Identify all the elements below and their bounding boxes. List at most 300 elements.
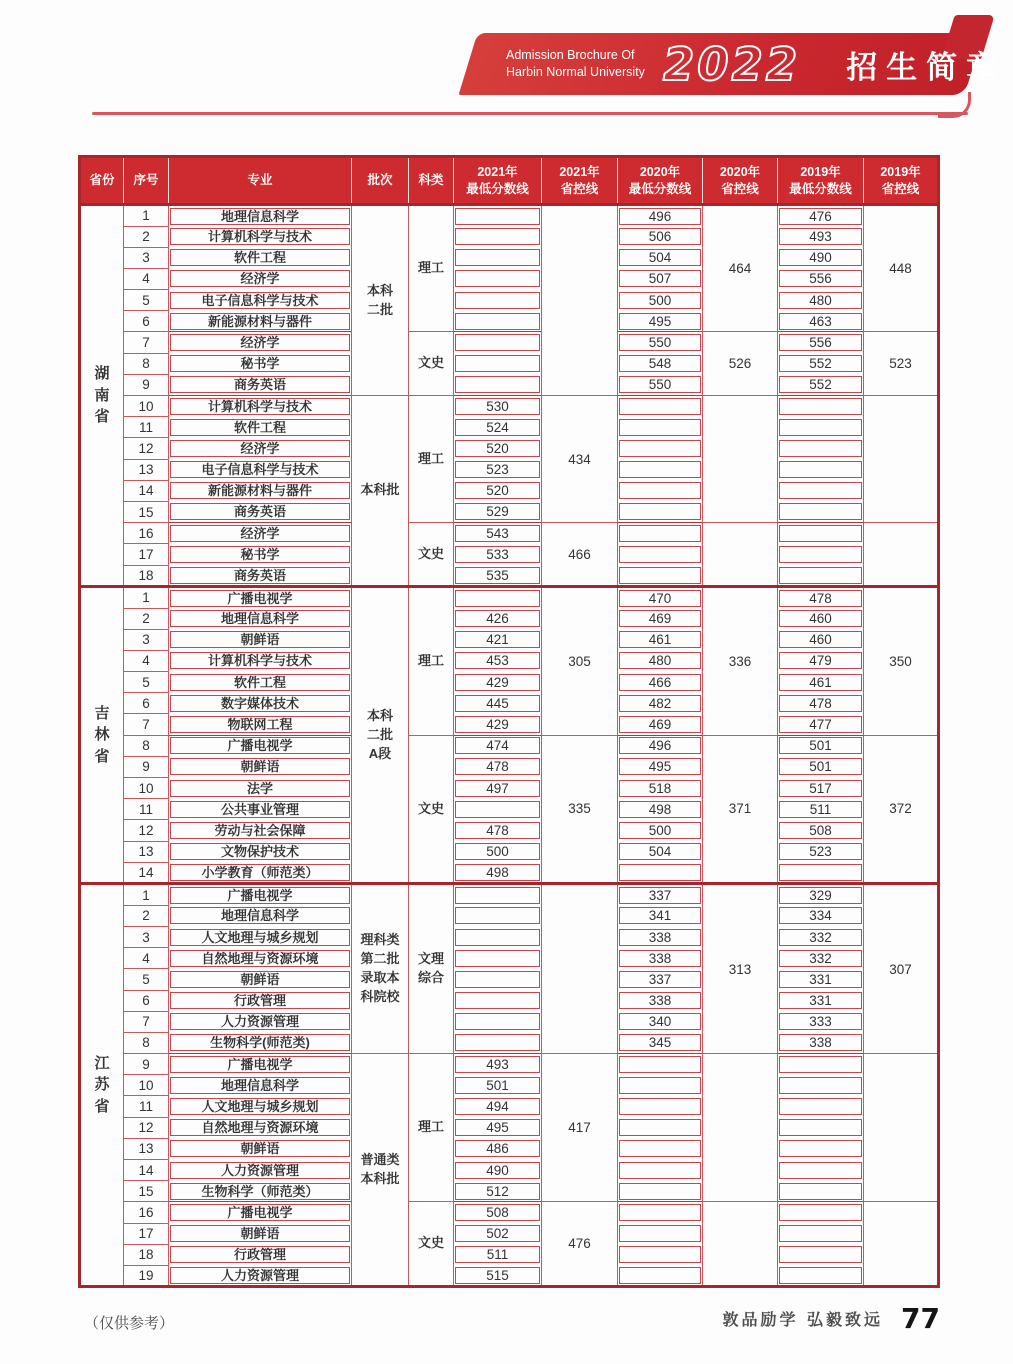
cell-min-2019 <box>778 501 864 522</box>
score-box <box>619 1119 701 1136</box>
score-box: 501 <box>455 1077 540 1094</box>
cell-min-2019 <box>778 884 864 906</box>
cell-major <box>169 1160 352 1181</box>
major-box: 自然地理与资源环境 <box>170 1119 350 1136</box>
province-section <box>80 884 939 1287</box>
table-row <box>80 714 939 735</box>
cell-min-2021 <box>454 862 542 884</box>
score-box <box>619 482 701 499</box>
cell-min-2020 <box>618 884 703 906</box>
cell-provline-2019: 372 <box>864 735 939 884</box>
cell-min-2019 <box>778 1223 864 1244</box>
cell-row-number: 1 <box>124 587 169 609</box>
cell-min-2020 <box>618 290 703 311</box>
cell-row-number: 9 <box>124 1054 169 1075</box>
cell-provline-2021 <box>542 884 618 1054</box>
cell-min-2019 <box>778 735 864 756</box>
score-box: 501 <box>779 758 862 775</box>
cell-major <box>169 501 352 522</box>
cell-min-2021 <box>454 268 542 289</box>
cell-major <box>169 608 352 629</box>
score-box <box>455 801 540 818</box>
cell-major <box>169 693 352 714</box>
score-box: 329 <box>779 887 862 904</box>
table-row <box>80 1032 939 1053</box>
cell-min-2019 <box>778 1181 864 1202</box>
cell-major <box>169 714 352 735</box>
cell-min-2019 <box>778 480 864 501</box>
cell-min-2019 <box>778 1096 864 1117</box>
cell-min-2020 <box>618 311 703 332</box>
major-box: 软件工程 <box>170 674 350 691</box>
cell-major <box>169 1202 352 1223</box>
score-box: 548 <box>619 355 701 372</box>
major-box: 文物保护技术 <box>170 843 350 860</box>
cell-min-2020 <box>618 332 703 353</box>
table-row <box>80 841 939 862</box>
score-box <box>455 992 540 1009</box>
cell-row-number: 8 <box>124 1032 169 1053</box>
score-box: 461 <box>779 674 862 691</box>
cell-min-2021 <box>454 1160 542 1181</box>
cell-min-2021 <box>454 1138 542 1159</box>
score-box: 421 <box>455 631 540 648</box>
cell-provline-2019 <box>864 396 939 523</box>
score-box: 500 <box>619 822 701 839</box>
table-row <box>80 969 939 990</box>
cell-min-2020 <box>618 396 703 417</box>
table-row <box>80 480 939 501</box>
cell-min-2019 <box>778 374 864 395</box>
table-row <box>80 1181 939 1202</box>
cell-min-2019 <box>778 205 864 227</box>
cell-row-number: 9 <box>124 756 169 777</box>
cell-provline-2021 <box>542 205 618 396</box>
cell-major <box>169 841 352 862</box>
table-row <box>80 778 939 799</box>
score-box: 502 <box>455 1225 540 1242</box>
major-box: 电子信息科学与技术 <box>170 461 350 478</box>
score-box: 338 <box>779 1034 862 1051</box>
table-row <box>80 799 939 820</box>
score-box: 490 <box>455 1162 540 1179</box>
score-box: 552 <box>779 376 862 393</box>
cell-min-2019 <box>778 1117 864 1138</box>
cell-min-2019 <box>778 629 864 650</box>
score-box: 474 <box>455 737 540 754</box>
cell-row-number: 7 <box>124 714 169 735</box>
score-box: 460 <box>779 631 862 648</box>
cell-provline-2020 <box>703 1202 778 1287</box>
cell-min-2019 <box>778 990 864 1011</box>
cell-min-2020 <box>618 226 703 247</box>
table-row <box>80 268 939 289</box>
cell-row-number: 17 <box>124 544 169 565</box>
cell-major <box>169 1054 352 1075</box>
table-row <box>80 565 939 587</box>
score-box <box>779 1119 862 1136</box>
score-box <box>619 1225 701 1242</box>
cell-row-number: 14 <box>124 862 169 884</box>
cell-major <box>169 756 352 777</box>
reference-note: （仅供参考） <box>84 1315 175 1332</box>
cell-provline-2021: 466 <box>542 523 618 587</box>
score-box: 480 <box>779 292 862 309</box>
major-box: 数字媒体技术 <box>170 695 350 712</box>
cell-min-2021 <box>454 756 542 777</box>
cell-min-2020 <box>618 247 703 268</box>
cell-min-2021 <box>454 693 542 714</box>
major-box: 行政管理 <box>170 1246 350 1263</box>
cell-min-2019 <box>778 1265 864 1287</box>
table-row <box>80 544 939 565</box>
score-box: 506 <box>619 228 701 245</box>
score-box: 524 <box>455 419 540 436</box>
cell-batch: 本科 二批 <box>352 205 409 396</box>
column-header: 批次 <box>352 157 409 205</box>
cell-min-2019 <box>778 672 864 693</box>
cell-min-2021 <box>454 226 542 247</box>
cell-major <box>169 332 352 353</box>
table-row <box>80 205 939 227</box>
cell-min-2019 <box>778 1075 864 1096</box>
major-box: 地理信息科学 <box>170 1077 350 1094</box>
cell-min-2019 <box>778 565 864 587</box>
cell-row-number: 10 <box>124 1075 169 1096</box>
column-header: 2020年 省控线 <box>703 157 778 205</box>
score-box <box>455 590 540 607</box>
cell-row-number: 3 <box>124 629 169 650</box>
cell-category: 文理 综合 <box>409 884 454 1054</box>
major-box: 新能源材料与器件 <box>170 313 350 330</box>
score-box: 511 <box>779 801 862 818</box>
score-box: 552 <box>779 355 862 372</box>
score-box: 501 <box>779 737 862 754</box>
cell-provline-2021: 417 <box>542 1054 618 1202</box>
cell-min-2020 <box>618 1244 703 1265</box>
cell-min-2021 <box>454 1244 542 1265</box>
cell-row-number: 2 <box>124 608 169 629</box>
score-box <box>779 525 862 542</box>
cell-min-2021 <box>454 459 542 480</box>
score-box <box>779 567 862 584</box>
major-box: 朝鲜语 <box>170 1225 350 1242</box>
page-number: 77 <box>901 1302 940 1335</box>
cell-category: 理工 <box>409 587 454 736</box>
score-box: 338 <box>619 950 701 967</box>
table-row <box>80 438 939 459</box>
score-box: 482 <box>619 695 701 712</box>
cell-min-2020 <box>618 459 703 480</box>
cell-min-2021 <box>454 480 542 501</box>
cell-min-2021 <box>454 396 542 417</box>
major-box: 人力资源管理 <box>170 1267 350 1284</box>
cell-min-2021 <box>454 501 542 522</box>
cell-min-2019 <box>778 608 864 629</box>
cell-min-2021 <box>454 1223 542 1244</box>
cell-min-2021 <box>454 650 542 671</box>
cell-min-2020 <box>618 672 703 693</box>
score-box <box>779 398 862 415</box>
score-box: 478 <box>779 695 862 712</box>
cell-major <box>169 862 352 884</box>
major-box: 电子信息科学与技术 <box>170 292 350 309</box>
score-box <box>619 1246 701 1263</box>
cell-min-2021 <box>454 1054 542 1075</box>
major-box: 软件工程 <box>170 419 350 436</box>
score-box <box>455 313 540 330</box>
cell-major <box>169 396 352 417</box>
major-box: 广播电视学 <box>170 590 350 607</box>
cell-min-2021 <box>454 374 542 395</box>
major-box: 自然地理与资源环境 <box>170 950 350 967</box>
cell-min-2020 <box>618 862 703 884</box>
cell-min-2020 <box>618 905 703 926</box>
score-box: 523 <box>455 461 540 478</box>
cell-major <box>169 1265 352 1287</box>
score-box <box>455 907 540 924</box>
score-box: 543 <box>455 525 540 542</box>
cell-min-2021 <box>454 778 542 799</box>
cell-row-number: 18 <box>124 1244 169 1265</box>
column-header: 2019年 省控线 <box>864 157 939 205</box>
cell-min-2020 <box>618 650 703 671</box>
cell-min-2020 <box>618 1138 703 1159</box>
cell-min-2019 <box>778 587 864 609</box>
cell-min-2020 <box>618 1160 703 1181</box>
banner-title: 招生简章 <box>846 49 1007 85</box>
table-row <box>80 523 939 544</box>
cell-min-2021 <box>454 290 542 311</box>
cell-min-2019 <box>778 1160 864 1181</box>
cell-min-2019 <box>778 841 864 862</box>
cell-min-2020 <box>618 756 703 777</box>
column-header: 2021年 省控线 <box>542 157 618 205</box>
cell-min-2020 <box>618 268 703 289</box>
cell-row-number: 4 <box>124 948 169 969</box>
major-box: 广播电视学 <box>170 737 350 754</box>
major-box: 公共事业管理 <box>170 801 350 818</box>
column-header: 科类 <box>409 157 454 205</box>
major-box: 法学 <box>170 780 350 797</box>
table-row <box>80 1138 939 1159</box>
score-box: 332 <box>779 950 862 967</box>
score-box: 550 <box>619 376 701 393</box>
major-box: 人力资源管理 <box>170 1162 350 1179</box>
score-box <box>779 1098 862 1115</box>
cell-min-2020 <box>618 565 703 587</box>
cell-min-2020 <box>618 820 703 841</box>
banner-english-line2: Harbin Normal University <box>506 65 645 79</box>
score-box: 479 <box>779 652 862 669</box>
major-box: 经济学 <box>170 334 350 351</box>
cell-min-2020 <box>618 523 703 544</box>
cell-min-2019 <box>778 544 864 565</box>
score-box <box>619 1098 701 1115</box>
banner-english-line1: Admission Brochure Of <box>506 47 635 62</box>
cell-category: 理工 <box>409 396 454 523</box>
score-box: 535 <box>455 567 540 584</box>
score-box: 463 <box>779 313 862 330</box>
score-box <box>455 887 540 904</box>
cell-row-number: 7 <box>124 1011 169 1032</box>
score-box <box>619 1267 701 1284</box>
score-box: 495 <box>619 758 701 775</box>
cell-min-2021 <box>454 1096 542 1117</box>
table-row <box>80 1265 939 1287</box>
cell-major <box>169 1075 352 1096</box>
score-box: 496 <box>619 208 701 225</box>
score-box <box>619 503 701 520</box>
cell-provline-2020 <box>703 1054 778 1202</box>
major-box: 软件工程 <box>170 249 350 266</box>
major-box: 小学教育（师范类） <box>170 864 350 881</box>
cell-row-number: 8 <box>124 353 169 374</box>
score-box <box>619 1183 701 1200</box>
score-box: 478 <box>779 590 862 607</box>
table-row <box>80 459 939 480</box>
cell-min-2020 <box>618 438 703 459</box>
major-box: 商务英语 <box>170 567 350 584</box>
cell-major <box>169 353 352 374</box>
cell-min-2020 <box>618 629 703 650</box>
score-box <box>455 208 540 225</box>
cell-major <box>169 778 352 799</box>
table-row <box>80 353 939 374</box>
score-box: 337 <box>619 887 701 904</box>
score-box <box>779 1077 862 1094</box>
cell-min-2021 <box>454 1265 542 1287</box>
cell-min-2019 <box>778 459 864 480</box>
score-box: 520 <box>455 482 540 499</box>
score-box: 460 <box>779 610 862 627</box>
cell-row-number: 6 <box>124 311 169 332</box>
cell-min-2019 <box>778 756 864 777</box>
cell-min-2019 <box>778 332 864 353</box>
cell-row-number: 12 <box>124 820 169 841</box>
score-box: 498 <box>619 801 701 818</box>
cell-min-2020 <box>618 1075 703 1096</box>
cell-min-2020 <box>618 501 703 522</box>
cell-provline-2020: 464 <box>703 205 778 332</box>
table-row <box>80 756 939 777</box>
cell-min-2021 <box>454 714 542 735</box>
cell-row-number: 9 <box>124 374 169 395</box>
cell-province: 吉 林 省 <box>80 587 124 884</box>
admission-table-wrap <box>78 155 940 1288</box>
cell-major <box>169 629 352 650</box>
score-box: 507 <box>619 270 701 287</box>
score-box <box>779 461 862 478</box>
cell-min-2020 <box>618 1181 703 1202</box>
score-box <box>779 1183 862 1200</box>
score-box <box>619 1204 701 1221</box>
cell-min-2020 <box>618 417 703 438</box>
cell-row-number: 10 <box>124 396 169 417</box>
score-box: 461 <box>619 631 701 648</box>
cell-min-2019 <box>778 247 864 268</box>
score-box: 469 <box>619 716 701 733</box>
score-box: 338 <box>619 992 701 1009</box>
table-row <box>80 1011 939 1032</box>
score-box <box>619 525 701 542</box>
cell-major <box>169 799 352 820</box>
cell-min-2019 <box>778 1138 864 1159</box>
cell-major <box>169 523 352 544</box>
cell-major <box>169 948 352 969</box>
cell-row-number: 11 <box>124 799 169 820</box>
table-row <box>80 396 939 417</box>
banner <box>468 33 1007 95</box>
cell-batch: 本科 二批 A段 <box>352 587 409 884</box>
score-box <box>619 1056 701 1073</box>
table-row <box>80 629 939 650</box>
table-header <box>80 157 939 205</box>
score-box <box>455 1013 540 1030</box>
cell-major <box>169 587 352 609</box>
score-box: 478 <box>455 822 540 839</box>
score-box: 556 <box>779 334 862 351</box>
score-box: 550 <box>619 334 701 351</box>
major-box: 计算机科学与技术 <box>170 228 350 245</box>
table-row <box>80 926 939 947</box>
cell-min-2020 <box>618 608 703 629</box>
score-box: 476 <box>779 208 862 225</box>
cell-row-number: 1 <box>124 205 169 227</box>
score-box <box>619 864 701 881</box>
cell-major <box>169 1032 352 1053</box>
score-box: 495 <box>455 1119 540 1136</box>
column-header: 省份 <box>80 157 124 205</box>
cell-min-2019 <box>778 948 864 969</box>
score-box <box>455 355 540 372</box>
major-box: 商务英语 <box>170 376 350 393</box>
major-box: 地理信息科学 <box>170 610 350 627</box>
cell-major <box>169 1244 352 1265</box>
cell-min-2021 <box>454 1075 542 1096</box>
cell-min-2021 <box>454 544 542 565</box>
cell-min-2020 <box>618 778 703 799</box>
cell-min-2021 <box>454 587 542 609</box>
major-box: 广播电视学 <box>170 1056 350 1073</box>
major-box: 广播电视学 <box>170 1204 350 1221</box>
score-box <box>619 419 701 436</box>
cell-min-2021 <box>454 353 542 374</box>
score-box: 331 <box>779 971 862 988</box>
score-box: 331 <box>779 992 862 1009</box>
major-box: 计算机科学与技术 <box>170 398 350 415</box>
table-row <box>80 501 939 522</box>
score-box <box>619 398 701 415</box>
major-box: 行政管理 <box>170 992 350 1009</box>
cell-row-number: 12 <box>124 1117 169 1138</box>
cell-min-2020 <box>618 990 703 1011</box>
major-box: 物联网工程 <box>170 716 350 733</box>
cell-min-2020 <box>618 1223 703 1244</box>
score-box: 341 <box>619 907 701 924</box>
score-box <box>455 376 540 393</box>
score-box: 494 <box>455 1098 540 1115</box>
score-box: 490 <box>779 249 862 266</box>
score-box <box>779 1267 862 1284</box>
cell-min-2020 <box>618 714 703 735</box>
cell-min-2020 <box>618 969 703 990</box>
cell-min-2020 <box>618 1265 703 1287</box>
cell-min-2021 <box>454 417 542 438</box>
cell-provline-2019 <box>864 1202 939 1287</box>
score-box: 470 <box>619 590 701 607</box>
cell-row-number: 16 <box>124 1202 169 1223</box>
